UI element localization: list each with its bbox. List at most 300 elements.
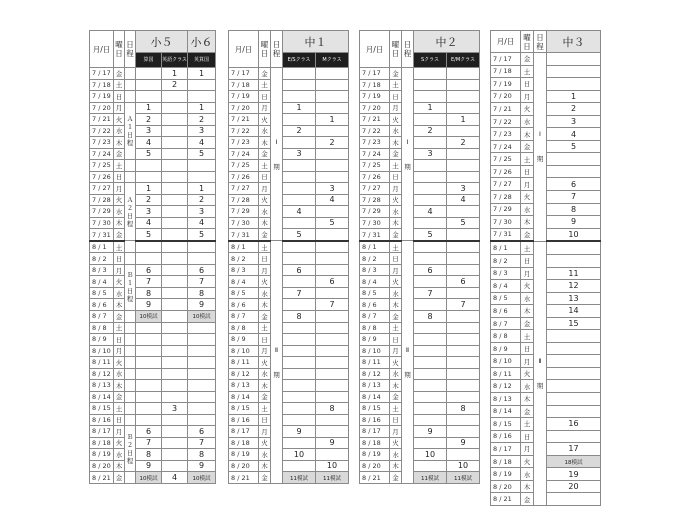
date-cell: 8 / 13 — [360, 380, 390, 392]
value-cell — [316, 229, 349, 241]
table-row — [90, 79, 216, 91]
date-cell: 7 / 29 — [360, 206, 390, 218]
weekday-cell: 火 — [521, 191, 534, 204]
value-cell: 1 — [136, 183, 162, 195]
weekday-cell: 金 — [259, 472, 271, 484]
header-session: 日 程 — [534, 31, 547, 53]
date-cell: 8 / 10 — [491, 355, 521, 368]
value-cell: 18模試 — [547, 455, 601, 468]
table-row — [90, 414, 216, 426]
value-cell: 5 — [414, 229, 447, 241]
table-row — [229, 414, 349, 426]
table-row — [229, 310, 349, 322]
weekday-cell: 日 — [259, 171, 271, 183]
weekday-cell: 金 — [390, 472, 402, 484]
term-2-label — [534, 241, 547, 505]
value-cell — [162, 148, 188, 160]
date-cell: 8 / 19 — [360, 449, 390, 461]
value-cell — [136, 91, 162, 103]
value-cell — [188, 160, 216, 172]
term-numeral: Ⅰ — [539, 130, 541, 139]
session-cell — [125, 171, 136, 183]
weekday-cell: 月 — [390, 264, 402, 276]
date-cell: 8 / 6 — [229, 299, 259, 311]
table-row — [360, 171, 480, 183]
date-cell: 8 / 9 — [491, 342, 521, 355]
value-cell — [188, 345, 216, 357]
value-cell: 5 — [447, 217, 480, 229]
value-cell — [414, 403, 447, 415]
value-cell: 5 — [283, 229, 316, 241]
weekday-cell: 木 — [390, 299, 402, 311]
table-row — [229, 206, 349, 218]
date-cell: 7 / 20 — [229, 102, 259, 114]
header-day: 曜 日 — [114, 31, 125, 68]
value-cell — [316, 125, 349, 137]
value-cell — [162, 160, 188, 172]
session-cell — [125, 241, 136, 253]
value-cell: 16 — [547, 418, 601, 431]
date-cell: 7 / 25 — [360, 160, 390, 172]
subheader-s5-sankoku: 算国 — [136, 53, 162, 68]
value-cell: 10 — [547, 228, 601, 241]
value-cell — [188, 79, 216, 91]
value-cell — [188, 391, 216, 403]
date-cell: 8 / 19 — [491, 468, 521, 481]
value-cell: 3 — [188, 206, 216, 218]
session-cell — [125, 380, 136, 392]
schedule-table-chu2 — [359, 30, 479, 484]
value-cell — [447, 68, 480, 80]
weekday-cell: 金 — [521, 53, 534, 66]
date-cell: 8 / 13 — [90, 380, 114, 392]
weekday-cell: 水 — [390, 206, 402, 218]
date-cell: 7 / 22 — [360, 125, 390, 137]
table-row — [229, 171, 349, 183]
value-cell: 9 — [547, 216, 601, 229]
term-numeral: Ⅱ — [405, 345, 410, 354]
value-cell — [283, 357, 316, 369]
value-cell: 7 — [136, 437, 162, 449]
value-cell — [162, 380, 188, 392]
subheader-em-class: E/Mクラス — [447, 53, 480, 68]
table-row — [229, 264, 349, 276]
table-row — [90, 194, 216, 206]
weekday-cell: 水 — [114, 449, 125, 461]
header-grade-chu3: 中３ — [547, 31, 601, 53]
value-cell: 7 — [316, 299, 349, 311]
value-cell — [316, 391, 349, 403]
value-cell: 4 — [547, 128, 601, 141]
value-cell — [162, 391, 188, 403]
table-row — [90, 114, 216, 126]
date-cell: 8 / 11 — [229, 357, 259, 369]
value-cell: 14 — [547, 305, 601, 318]
weekday-cell: 金 — [114, 68, 125, 80]
date-cell: 8 / 4 — [90, 276, 114, 288]
value-cell: 9 — [447, 437, 480, 449]
value-cell — [414, 253, 447, 265]
date-cell: 8 / 7 — [90, 310, 114, 322]
value-cell: 4 — [162, 472, 188, 484]
value-cell: 2 — [188, 114, 216, 126]
table-row — [90, 229, 216, 241]
table-row — [229, 334, 349, 346]
value-cell: 2 — [316, 137, 349, 149]
weekday-cell: 火 — [390, 194, 402, 206]
value-cell — [414, 160, 447, 172]
table-row — [229, 380, 349, 392]
value-cell — [547, 430, 601, 443]
term-1-label — [534, 53, 547, 242]
table-row — [90, 449, 216, 461]
value-cell — [283, 253, 316, 265]
value-cell — [447, 264, 480, 276]
date-cell: 7 / 28 — [360, 194, 390, 206]
table-row — [360, 264, 480, 276]
value-cell — [447, 334, 480, 346]
value-cell: 6 — [283, 264, 316, 276]
value-cell — [414, 194, 447, 206]
value-cell — [316, 322, 349, 334]
table-row — [90, 472, 216, 484]
weekday-cell: 水 — [114, 368, 125, 380]
value-cell — [188, 171, 216, 183]
weekday-cell: 木 — [259, 380, 271, 392]
weekday-cell: 火 — [114, 357, 125, 369]
value-cell: 13 — [547, 292, 601, 305]
value-cell: 17 — [547, 443, 601, 456]
subheader-es-class: E/Sクラス — [283, 53, 316, 68]
value-cell — [162, 114, 188, 126]
weekday-cell: 水 — [390, 368, 402, 380]
date-cell: 7 / 27 — [360, 183, 390, 195]
date-cell: 8 / 7 — [491, 317, 521, 330]
value-cell — [316, 91, 349, 103]
date-cell: 8 / 9 — [360, 334, 390, 346]
value-cell — [316, 368, 349, 380]
value-cell — [136, 414, 162, 426]
weekday-cell: 水 — [390, 287, 402, 299]
table-row — [360, 460, 480, 472]
table-row — [90, 403, 216, 415]
date-cell: 7 / 20 — [360, 102, 390, 114]
value-cell — [316, 345, 349, 357]
weekday-cell: 木 — [390, 217, 402, 229]
value-cell — [447, 391, 480, 403]
weekday-cell: 水 — [521, 292, 534, 305]
weekday-cell: 土 — [390, 160, 402, 172]
weekday-cell: 土 — [114, 241, 125, 253]
value-cell — [447, 229, 480, 241]
weekday-cell: 日 — [114, 414, 125, 426]
value-cell — [188, 403, 216, 415]
table-row — [229, 137, 349, 149]
date-cell: 8 / 9 — [90, 334, 114, 346]
date-cell: 7 / 19 — [229, 91, 259, 103]
value-cell — [136, 357, 162, 369]
subheader-s5-english: 英語クラス — [162, 53, 188, 68]
value-cell — [162, 194, 188, 206]
date-cell: 7 / 29 — [491, 203, 521, 216]
weekday-cell: 日 — [390, 171, 402, 183]
date-cell: 7 / 31 — [491, 228, 521, 241]
header-grade-s5: 小５ — [136, 31, 188, 53]
value-cell: 19 — [547, 468, 601, 481]
date-cell: 7 / 20 — [90, 102, 114, 114]
term-ki: 期 — [273, 162, 280, 171]
value-cell — [162, 183, 188, 195]
date-cell: 7 / 28 — [229, 194, 259, 206]
value-cell — [447, 102, 480, 114]
date-cell: 8 / 1 — [90, 241, 114, 253]
value-cell: 6 — [547, 178, 601, 191]
date-cell: 7 / 18 — [360, 79, 390, 91]
term-numeral: Ⅰ — [406, 137, 409, 146]
value-cell: 9 — [283, 426, 316, 438]
weekday-cell: 日 — [259, 253, 271, 265]
weekday-cell: 木 — [114, 137, 125, 149]
weekday-cell: 月 — [521, 443, 534, 456]
table-row — [360, 437, 480, 449]
weekday-cell: 火 — [259, 114, 271, 126]
weekday-cell: 日 — [521, 430, 534, 443]
table-row — [229, 357, 349, 369]
date-cell: 8 / 3 — [491, 267, 521, 280]
weekday-cell: 木 — [521, 128, 534, 141]
date-cell: 7 / 30 — [90, 217, 114, 229]
session-cell — [125, 391, 136, 403]
value-cell — [316, 287, 349, 299]
value-cell — [283, 460, 316, 472]
date-cell: 7 / 26 — [360, 171, 390, 183]
table-row — [90, 217, 216, 229]
weekday-cell: 金 — [259, 310, 271, 322]
value-cell — [547, 78, 601, 91]
date-cell: 7 / 25 — [229, 160, 259, 172]
table-row — [90, 102, 216, 114]
table-row — [360, 91, 480, 103]
schedule-table-elementary — [89, 30, 215, 484]
date-cell: 8 / 2 — [491, 255, 521, 268]
table-row — [360, 472, 480, 484]
value-cell — [547, 405, 601, 418]
term-2-label — [402, 241, 414, 484]
value-cell — [414, 345, 447, 357]
table-row — [90, 148, 216, 160]
weekday-cell: 月 — [521, 267, 534, 280]
value-cell — [136, 79, 162, 91]
value-cell: 4 — [136, 137, 162, 149]
table-row — [90, 91, 216, 103]
value-cell: 8 — [188, 449, 216, 461]
value-cell — [162, 206, 188, 218]
value-cell — [188, 322, 216, 334]
weekday-cell: 日 — [521, 165, 534, 178]
value-cell — [414, 217, 447, 229]
term-ki: 期 — [536, 381, 544, 390]
value-cell: 2 — [188, 194, 216, 206]
weekday-cell: 水 — [521, 115, 534, 128]
weekday-cell: 月 — [114, 345, 125, 357]
value-cell: 7 — [547, 191, 601, 204]
value-cell — [414, 380, 447, 392]
weekday-cell: 火 — [259, 276, 271, 288]
value-cell — [316, 148, 349, 160]
table-row — [360, 357, 480, 369]
date-cell: 8 / 18 — [491, 455, 521, 468]
session-cell — [125, 160, 136, 172]
table-row — [360, 276, 480, 288]
weekday-cell: 金 — [521, 228, 534, 241]
date-cell: 8 / 17 — [360, 426, 390, 438]
weekday-cell: 水 — [259, 287, 271, 299]
date-cell: 8 / 11 — [90, 357, 114, 369]
date-cell: 8 / 8 — [491, 330, 521, 343]
weekday-cell: 金 — [390, 148, 402, 160]
header-date: 月/日 — [491, 31, 521, 53]
weekday-cell: 土 — [114, 322, 125, 334]
date-cell: 8 / 15 — [491, 418, 521, 431]
schedule-table-chu3 — [490, 30, 600, 504]
table-row — [229, 322, 349, 334]
header-date: 月/日 — [90, 31, 114, 68]
value-cell — [162, 102, 188, 114]
value-cell: 5 — [136, 229, 162, 241]
weekday-cell: 水 — [390, 125, 402, 137]
table-row — [90, 437, 216, 449]
value-cell: 10 — [447, 460, 480, 472]
table-row — [90, 357, 216, 369]
value-cell — [188, 334, 216, 346]
date-cell: 7 / 31 — [229, 229, 259, 241]
session-cell — [125, 334, 136, 346]
weekday-cell: 水 — [259, 449, 271, 461]
value-cell: 6 — [316, 276, 349, 288]
session-cell — [125, 310, 136, 322]
value-cell — [547, 367, 601, 380]
value-cell: 4 — [447, 194, 480, 206]
value-cell: 1 — [547, 90, 601, 103]
table-row — [90, 391, 216, 403]
value-cell — [447, 287, 480, 299]
value-cell: 7 — [188, 276, 216, 288]
date-cell: 7 / 31 — [90, 229, 114, 241]
value-cell — [136, 334, 162, 346]
value-cell — [447, 322, 480, 334]
value-cell — [162, 414, 188, 426]
date-cell: 8 / 8 — [229, 322, 259, 334]
value-cell: 1 — [316, 114, 349, 126]
date-cell: 8 / 18 — [90, 437, 114, 449]
date-cell: 8 / 6 — [90, 299, 114, 311]
value-cell — [283, 437, 316, 449]
value-cell: 11模試 — [316, 472, 349, 484]
table-row — [229, 426, 349, 438]
table-row — [360, 299, 480, 311]
date-cell: 7 / 18 — [229, 79, 259, 91]
date-cell: 8 / 11 — [360, 357, 390, 369]
weekday-cell: 月 — [390, 345, 402, 357]
header-grade-s6: 小６ — [188, 31, 216, 53]
value-cell — [547, 53, 601, 66]
value-cell — [283, 137, 316, 149]
weekday-cell: 火 — [259, 194, 271, 206]
value-cell — [162, 460, 188, 472]
value-cell: 10模試 — [188, 472, 216, 484]
date-cell: 8 / 14 — [229, 391, 259, 403]
value-cell — [283, 368, 316, 380]
value-cell: 2 — [414, 125, 447, 137]
date-cell: 8 / 15 — [360, 403, 390, 415]
header-date: 月/日 — [360, 31, 390, 68]
value-cell: 2 — [136, 114, 162, 126]
date-cell: 8 / 3 — [229, 264, 259, 276]
value-cell: 9 — [188, 299, 216, 311]
weekday-cell: 月 — [259, 264, 271, 276]
table-row — [229, 368, 349, 380]
date-cell: 8 / 1 — [360, 241, 390, 253]
table-row — [360, 160, 480, 172]
date-cell: 7 / 17 — [360, 68, 390, 80]
date-cell: 8 / 16 — [491, 430, 521, 443]
value-cell — [162, 137, 188, 149]
term-numeral: Ⅱ — [538, 356, 542, 365]
table-row — [360, 194, 480, 206]
date-cell: 7 / 17 — [491, 53, 521, 66]
table-row — [229, 253, 349, 265]
date-cell: 7 / 20 — [491, 90, 521, 103]
weekday-cell: 金 — [114, 148, 125, 160]
table-row — [360, 310, 480, 322]
value-cell — [414, 241, 447, 253]
table-row — [360, 183, 480, 195]
table-row — [229, 299, 349, 311]
value-cell — [283, 79, 316, 91]
table-row — [360, 206, 480, 218]
date-cell: 7 / 23 — [360, 137, 390, 149]
value-cell — [188, 368, 216, 380]
weekday-cell: 木 — [390, 380, 402, 392]
table-row — [360, 426, 480, 438]
value-cell — [414, 299, 447, 311]
table-row — [360, 368, 480, 380]
value-cell — [162, 357, 188, 369]
value-cell — [316, 160, 349, 172]
session-cell — [125, 79, 136, 91]
table-row — [229, 79, 349, 91]
weekday-cell: 木 — [521, 216, 534, 229]
table-row — [360, 322, 480, 334]
value-cell: 3 — [316, 183, 349, 195]
weekday-cell: 水 — [114, 287, 125, 299]
weekday-cell: 土 — [521, 241, 534, 254]
header-date: 月/日 — [229, 31, 259, 68]
date-cell: 8 / 20 — [90, 460, 114, 472]
date-cell: 8 / 2 — [229, 253, 259, 265]
session-cell — [125, 357, 136, 369]
date-cell: 8 / 14 — [360, 391, 390, 403]
value-cell: 5 — [547, 140, 601, 153]
table-row — [229, 160, 349, 172]
date-cell: 8 / 14 — [491, 405, 521, 418]
value-cell — [136, 160, 162, 172]
value-cell: 11模試 — [447, 472, 480, 484]
subheader-s6-eisankoku: 英算国 — [188, 53, 216, 68]
value-cell — [547, 165, 601, 178]
date-cell: 8 / 7 — [229, 310, 259, 322]
weekday-cell: 金 — [114, 472, 125, 484]
